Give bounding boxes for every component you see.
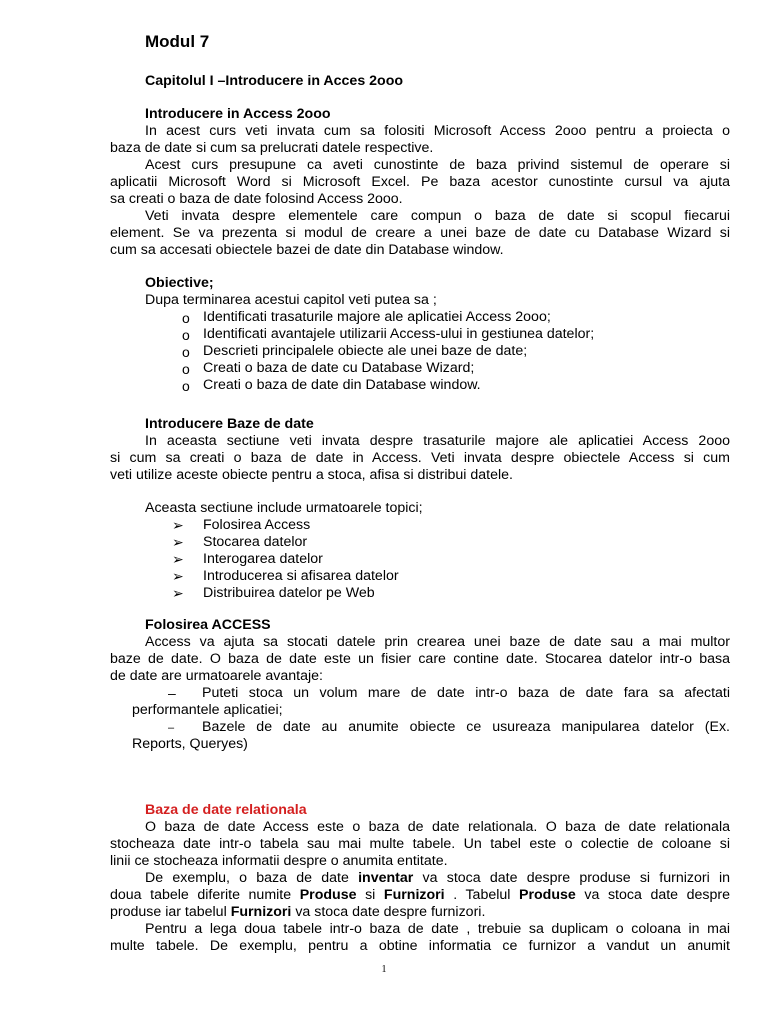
list-item: Distribuirea datelor pe Web (203, 585, 375, 601)
dash-bullet-icon: – (168, 685, 176, 701)
arrow-bullet-icon: ➢ (172, 517, 184, 533)
text-run: . Tabelul (453, 887, 511, 903)
circle-bullet-icon: o (182, 344, 190, 360)
paragraph-line: In acest curs veti invata cum sa folositi Microsoft Access 2ooo pentru a proiecta o (145, 123, 730, 139)
arrow-bullet-icon: ➢ (172, 585, 184, 601)
paragraph-line (110, 904, 730, 921)
arrow-bullet-icon: ➢ (172, 534, 184, 550)
paragraph-line: baze de date. O baza de date este un fisier care contine date. Stocarea datelor intr-o basa (110, 651, 730, 667)
paragraph-line: element. Se va prezenta si modul de creare a unei baze de date cu Database Wizard si (110, 225, 730, 241)
list-item: Stocarea datelor (203, 534, 308, 550)
paragraph-line: Reports, Queryes) (132, 736, 248, 752)
section-heading: Obiective; (145, 275, 214, 291)
bold-term: Furnizori (230, 904, 292, 920)
section-heading: Folosirea ACCESS (145, 617, 271, 633)
list-item: Identificati avantajele utilizarii Access-ului in gestiunea datelor; (203, 326, 595, 342)
section-heading: Introducere Baze de date (145, 416, 314, 432)
bold-term: Produse (519, 887, 576, 903)
paragraph-line (145, 870, 730, 887)
arrow-bullet-icon: ➢ (172, 551, 184, 567)
circle-bullet-icon: o (182, 378, 190, 394)
paragraph-line: Access va ajuta sa stocati datele prin crearea unei baze de date sau a mai multor (145, 634, 730, 650)
text-run: va stoca date despre (584, 887, 731, 903)
paragraph-line: Puteti stoca un volum mare de date intr-o baza de date fara sa afectati (202, 685, 730, 701)
list-item: Creati o baza de date din Database window. (203, 377, 481, 393)
list-item: Introducerea si afisarea datelor (203, 568, 399, 584)
list-item: Interogarea datelor (203, 551, 323, 567)
page-number: 1 (381, 964, 387, 975)
list-item: Descrieti principalele obiecte ale unei baze de date; (203, 343, 528, 359)
bold-term: Produse (299, 887, 357, 903)
paragraph-line: performantele aplicatiei; (132, 702, 283, 718)
circle-bullet-icon: o (182, 310, 190, 326)
paragraph-line: Veti invata despre elementele care compun o baza de date si scopul fiecarui (145, 208, 730, 224)
arrow-bullet-icon: ➢ (172, 568, 184, 584)
paragraph-line: veti utilize aceste obiecte pentru a stoca, afisa si distribui datele. (110, 467, 513, 483)
chapter-title: Capitolul I –Introducere in Acces 2ooo (145, 73, 404, 89)
text-run: De exemplu, o baza de date (145, 870, 349, 886)
list-item: Creati o baza de date cu Database Wizard; (203, 360, 475, 376)
text-run: doua tabele diferite numite (110, 887, 292, 903)
text-run: va stoca date despre furnizori. (295, 904, 486, 920)
paragraph-line: cum sa accesati obiectele bazei de date din Database window. (110, 242, 504, 258)
dash-bullet-icon: – (168, 722, 175, 734)
text-run: si (365, 887, 376, 903)
text-run: produse iar tabelul (110, 904, 227, 920)
bold-term: Furnizori (383, 887, 445, 903)
list-item: Folosirea Access (203, 517, 311, 533)
list-item: Identificati trasaturile majore ale aplicatiei Access 2ooo; (203, 309, 551, 325)
module-title: Modul 7 (145, 32, 210, 51)
paragraph-line: baza de date si cum sa prelucrati datele respective. (110, 140, 434, 156)
paragraph-line: sa creati o baza de date folosind Access 2ooo. (110, 191, 403, 207)
circle-bullet-icon: o (182, 361, 190, 377)
paragraph-line: Bazele de date au anumite obiecte ce usureaza manipularea datelor (Ex. (202, 719, 730, 735)
bold-term: inventar (358, 870, 414, 886)
paragraph-line: Aceasta sectiune include urmatoarele topici; (145, 500, 423, 516)
paragraph-line: multe tabele. De exemplu, pentru a obtine informatia ce furnizor a vandut un anumit (110, 938, 730, 954)
text-run: va stoca date despre produse si furnizori in (422, 870, 731, 886)
paragraph-line: si cum sa creati o baza de date in Access. Veti invata despre obiectele Access si cum (110, 450, 730, 466)
paragraph-line: aplicatii Microsoft Word si Microsoft Excel. Pe baza acestor cunostinte cursul va ajuta (110, 174, 730, 190)
section-heading: Introducere in Access 2ooo (145, 106, 331, 122)
paragraph-line: Pentru a lega doua tabele intr-o baza de date , trebuie sa duplicam o coloana in mai (145, 921, 730, 937)
paragraph-line: stocheaza date intr-o tabela sau mai multe tabele. Un tabel este o colectie de coloane si (110, 836, 730, 852)
section-heading: Baza de date relationala (145, 802, 307, 818)
paragraph-line: O baza de date Access este o baza de date relationala. O baza de date relationala (145, 819, 730, 835)
paragraph-line: linii ce stocheaza informatii despre o anumita entitate. (110, 853, 448, 869)
paragraph-line: Acest curs presupune ca aveti cunostinte de baza privind sistemul de operare si (145, 157, 730, 173)
circle-bullet-icon: o (182, 327, 190, 343)
paragraph-line: In aceasta sectiune veti invata despre trasaturile majore ale aplicatiei Access 2ooo (145, 433, 730, 449)
paragraph-line: de date are urmatoarele avantaje: (110, 668, 323, 684)
paragraph-line: Dupa terminarea acestui capitol veti putea sa ; (145, 292, 437, 308)
paragraph-line (110, 887, 730, 904)
